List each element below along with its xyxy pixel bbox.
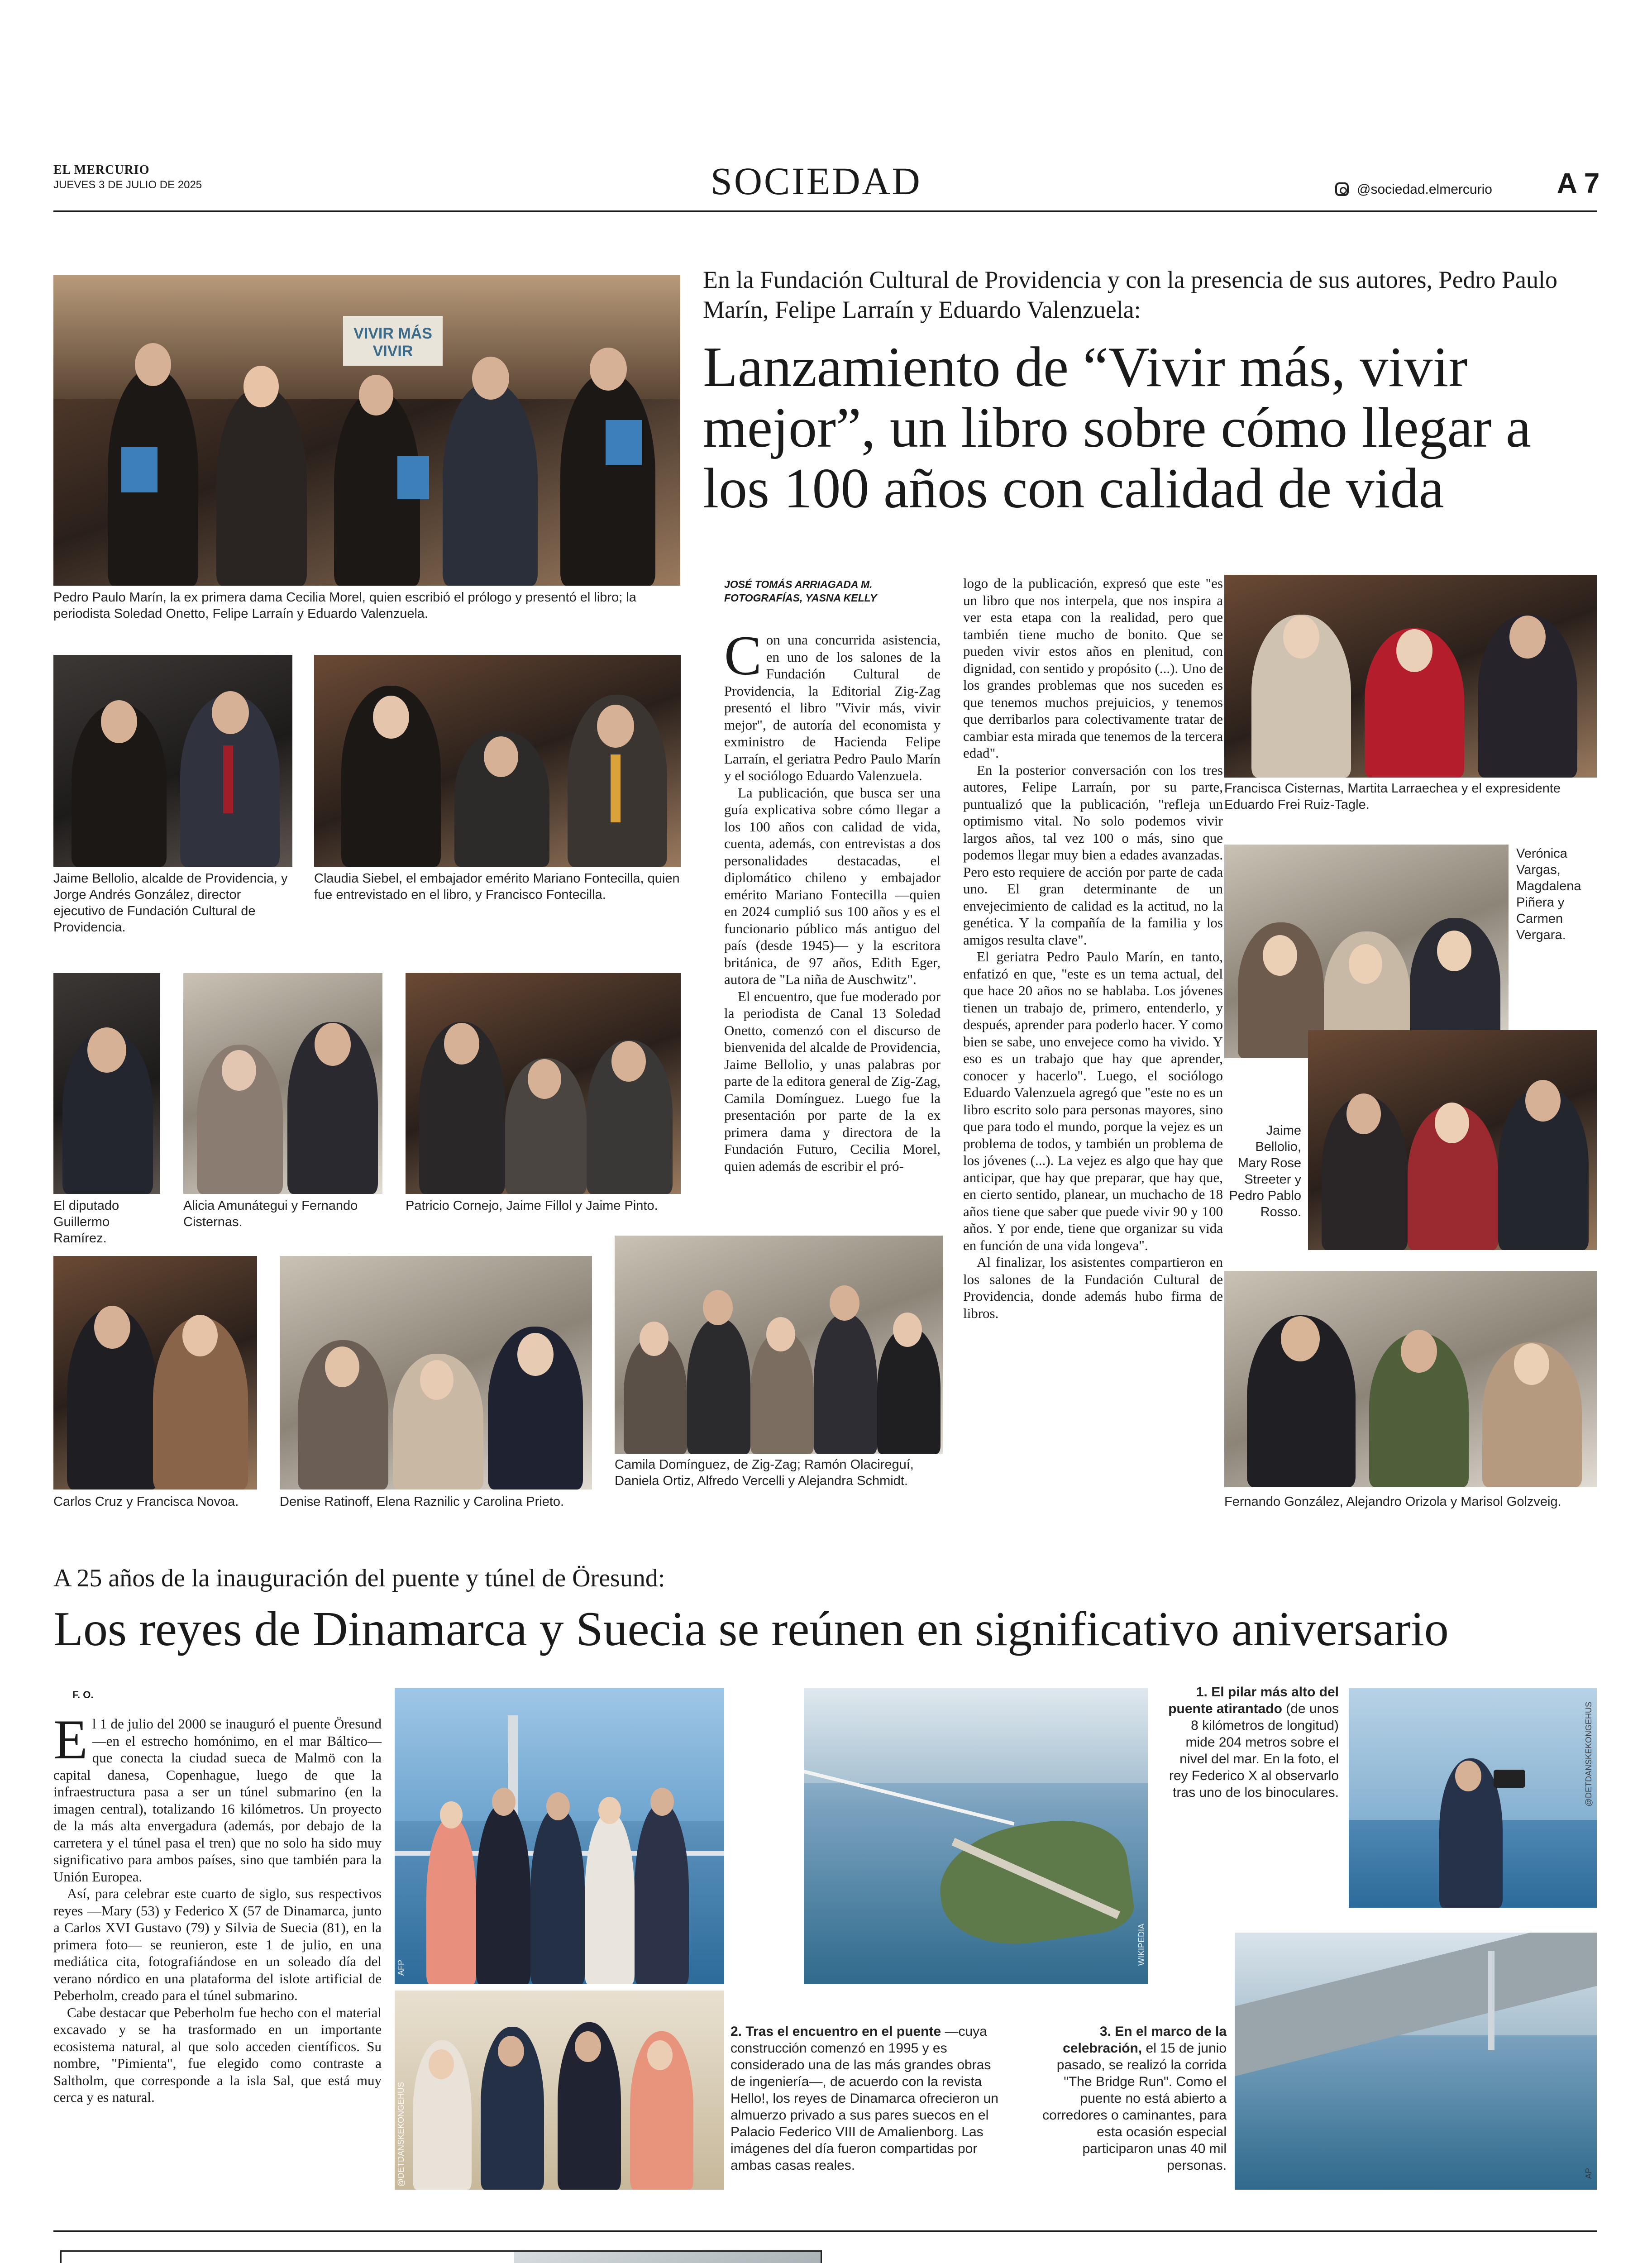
caption1-bold: 1. El pilar más alto del puente atirantado	[1168, 1685, 1339, 1716]
peberholm-island	[932, 1811, 1137, 1954]
caption-amunategui: Alicia Amunátegui y Fernando Cisternas.	[183, 1198, 358, 1229]
caption-vargas: Verónica Vargas, Magdalena Piñera y Carmen Vergara.	[1516, 846, 1581, 942]
caption1-text: (de unos 8 kilómetros de longitud) mide 204 metros sobre el nivel del mar. En la foto, el rey Federico X al observarlo tras uno de los binoculares.	[1169, 1701, 1339, 1800]
photo-siebel	[314, 655, 681, 867]
article1-paragraph: logo de la publicación, expresó que este "es un libro que nos interpela, que nos inspira a ver esta etapa con la realidad, pero que también tiene mucho de bonito. Que se pueden vivir estos años en plenitud, con dignidad, con sentido y propósito (...). Uno de los grandes problemas que nos suceden es que tenemos muchos prejuicios, y tenemos que derribarlos para colectivamente tratar de cambiar esta mirada que tenemos de la tercera edad".	[963, 575, 1223, 761]
photo-rosso	[1308, 1030, 1597, 1250]
caption-gonzalez: Fernando González, Alejandro Orizola y Marisol Golzveig.	[1224, 1494, 1561, 1509]
caption-main: Pedro Paulo Marín, la ex primera dama Cecilia Morel, quien escribió el prólogo y presentó el libro; la periodista Soledad Onetto, Felipe Larraín y Eduardo Valenzuela.	[53, 590, 636, 621]
caption-ramirez: El diputado Guillermo Ramírez.	[53, 1198, 119, 1246]
article1-paragraph: El geriatra Pedro Paulo Marín, en tanto, enfatizó en que, "este es un tema actual, del que hace 20 años no se hablaba. Los jóvenes tienen un trabajo de, primero, entenderlo, y después, aprender para poderlo hacer. Y como bien se sabe, uno envejece como ha vivido. Y eso es un trabajo que hay que aprender, conocer y hacerlo". Luego, el sociólogo Eduardo Valenzuela agregó que "este no es un libro escrito solo para personas mayores, sino que para todo el mundo, porque la vejez es un problema de todos, y también un problema de los jóvenes (...). La vejez es algo que hay que anticipar, que hay que preparar, que hay que, en cierto sentido, planear, un muchacho de 18 años tiene que saber que puede vivir 90 y 100 años. Y por ende, tiene que organizar su vida en función de una vida longeva".	[963, 949, 1223, 1253]
article2-paragraph: l 1 de julio del 2000 se inauguró el puente Öresund —en el estrecho homónimo, en el mar Báltico— que conecta la ciudad sueca de Malmö con la capital danesa, Copenhague, luego de que la infraestructura pasa a ser un túnel submarino (en la imagen central), totalizando 16 kilómetros. Un proyecto de la más alta envergadura (además, por debajo de la carretera y el túnel pasa el tren) que no solo ha sido muy significativo para ambos países, sino que también para la Unión Europea.	[53, 1716, 382, 1885]
photo-aerial-tunnel	[804, 1688, 1148, 1984]
photo-royals-lunch	[395, 1991, 724, 2190]
photo-king-binoculars	[1349, 1688, 1597, 1908]
photo-vargas	[1224, 845, 1509, 1058]
article2-body	[53, 1709, 382, 2106]
credit-kongehus-1: @DETDANSKEKONGEHUS	[1584, 1702, 1593, 1807]
caption-dominguez: Camila Domínguez, de Zig-Zag; Ramón Olacireguí, Daniela Ortiz, Alfredo Vercelli y Alejandra Schmidt.	[615, 1457, 914, 1488]
masthead-date: JUEVES 3 DE JULIO DE 2025	[53, 179, 202, 191]
article2-paragraph: Cabe destacar que Peberholm fue hecho con el material excavado y se ha trasformado en un importante ecosistema natural, al que solo acceden científicos. Su nombre, "Pimienta", fue elegido como contraste a Saltholm, que corresponde a la isla Sal, que está muy cerca y es natural.	[53, 2004, 382, 2105]
photo-royals-bridge	[395, 1688, 724, 1984]
article1-paragraph: En la posterior conversación con los tres autores, Felipe Larraín, por su parte, puntualizó que la publicación, "refleja un optimismo vital. No solo podemos vivir largos años, tal vez 100 o más, sino que podemos llegar muy bien a edades avanzadas. Pero esto requiere de acción por parte de cada uno. El gran determinante de un envejecimiento de calidad es la actitud, no la genética. Y la compañía de la familia y los amigos resulta clave".	[963, 762, 1223, 948]
caption-cruz: Carlos Cruz y Francisca Novoa.	[53, 1494, 239, 1509]
masthead-paper: EL MERCURIO	[53, 163, 150, 177]
header-rule	[53, 210, 1597, 212]
main-event-photo	[53, 275, 680, 586]
photo-ratinoff	[280, 1256, 592, 1490]
article1-paragraph: on una concurrida asistencia, en uno de los salones de la Fundación Cultural de Providencia, la Editorial Zig-Zag presentó el libro "Vivir más, vivir mejor", de autoría del economista y exministro de Hacienda Felipe Larraín, el geriatra Pedro Paulo Marín y el sociólogo Eduardo Valenzuela.	[724, 632, 941, 783]
neohaus-office-image	[514, 2252, 821, 2263]
photo-amunategui	[183, 973, 382, 1194]
article2-byline: F. O.	[72, 1689, 94, 1700]
binoculars-icon	[1494, 1770, 1525, 1788]
photo-cisternas	[1224, 575, 1597, 778]
caption3-bold: 3. En el marco de la celebración,	[1063, 2024, 1227, 2056]
article1-column-2	[963, 575, 1223, 1322]
book-in-hand	[121, 447, 158, 492]
ad-neohaus[interactable]	[60, 2250, 822, 2263]
article1-byline: JOSÉ TOMÁS ARRIAGADA M.	[724, 578, 873, 590]
caption-siebel: Claudia Siebel, el embajador emérito Mariano Fontecilla, quien fue entrevistado en el libro, y Francisco Fontecilla.	[314, 871, 680, 902]
caption-bridge-run	[1036, 2023, 1227, 2174]
caption-royals-lunch	[731, 2023, 1002, 2174]
dropcap: E	[53, 1709, 88, 1771]
article1-photo-credit: FOTOGRAFÍAS, YASNA KELLY	[724, 592, 877, 604]
book-banner: VIVIR MÁS VIVIR	[343, 316, 443, 366]
article2-kicker: A 25 años de la inauguración del puente y túnel de Öresund:	[53, 1564, 665, 1592]
credit-kongehus-2: @DETDANSKEKONGEHUS	[396, 2082, 406, 2187]
article1-kicker: En la Fundación Cultural de Providencia y con la presencia de sus autores, Pedro Paulo Marín, Felipe Larraín y Eduardo Valenzuela:	[703, 266, 1558, 323]
article2-paragraph: Así, para celebrar este cuarto de siglo, sus respectivos reyes —Mary (53) y Federico X (57 de Dinamarca, junto a Carlos XVI Gustavo (79) y Silvia de Suecia (81), en la primera foto— se reunieron, este 1 de julio, en una mediática cita, fotografiándose en un soleado día del verano nórdico en una plataforma del islote artificial de Peberholm, creado para el túnel submarino.	[53, 1886, 382, 2003]
credit-wikipedia: WIKIPEDIA	[1137, 1924, 1146, 1966]
caption-cornejo: Patricio Cornejo, Jaime Fillol y Jaime Pinto.	[406, 1198, 658, 1213]
photo-ramirez	[53, 973, 160, 1194]
photo-cornejo	[406, 973, 681, 1194]
section-title: SOCIEDAD	[711, 159, 922, 203]
credit-ap: AP	[1584, 2168, 1593, 2179]
article1-paragraph: La publicación, que busca ser una guía explicativa sobre cómo llegar a los 100 años con calidad de vida, cuenta, además, con entrevistas a dos personalidades destacadas, el diplomático chileno y embajador emérito Mariano Fontecilla —quien en 2024 cumplió sus 100 años y es el funcionario público más antiguo del país (desde 1945)— y la escritora británica, de 97 años, Edith Eger, autora de "La niña de Auschwitz".	[724, 784, 941, 987]
caption2-text: —cuya construcción comenzó en 1995 y es considerado una de las más grandes obras de ingeniería—, de acuerdo con la revista Hello!, los reyes de Dinamarca ofrecieron un almuerzo privado a sus pares suecos en el Palacio Federico VIII de Amalienborg. Las imágenes del día fueron compartidas por ambas casas reales.	[731, 2024, 998, 2173]
photo-dominguez	[615, 1236, 943, 1454]
caption3-text: el 15 de junio pasado, se realizó la corrida "The Bridge Run". Como el puente no está abierto a corredores o caminantes, para esta ocasión especial participaron unas 40 mil personas.	[1042, 2041, 1227, 2173]
photo-cruz	[53, 1256, 257, 1490]
article1-paragraph: El encuentro, que fue moderado por la periodista de Canal 13 Soledad Onetto, comenzó con el discurso de bienvenida del alcalde de Providencia, Jaime Bellolio, y unas palabras por parte de la editora general de Zig-Zag, Camila Domínguez. Luego fue la presentación por parte de la ex primera dama y directora de la Fundación Futuro, Cecilia Morel, quien además de escribir el pró-	[724, 988, 941, 1174]
dropcap: C	[724, 625, 762, 687]
article1-paragraph: Al finalizar, los asistentes compartieron en los salones de la Fundación Cultural de Providencia, donde además hubo firma de libros.	[963, 1254, 1223, 1321]
ad-divider	[53, 2230, 1597, 2232]
photo-bellolio	[53, 655, 292, 867]
article1-headline: Lanzamiento de “Vivir más, vivir mejor”, un libro sobre cómo llegar a los 100 años con calidad de vida	[703, 336, 1531, 520]
article2-headline: Los reyes de Dinamarca y Suecia se reúnen en significativo aniversario	[53, 1602, 1449, 1656]
photo-gonzalez	[1224, 1271, 1597, 1487]
caption2-bold: 2. Tras el encuentro en el puente	[731, 2024, 941, 2039]
section-social-handle[interactable]: @sociedad.elmercurio	[1357, 182, 1492, 197]
article1-column-1	[724, 625, 941, 1174]
caption-bridge-pylon	[1162, 1684, 1339, 1801]
page-number: A 7	[1557, 168, 1600, 199]
photo-bridge-run	[1235, 1933, 1597, 2190]
instagram-icon	[1335, 182, 1349, 196]
credit-afp: AFP	[396, 1960, 406, 1976]
caption-ratinoff: Denise Ratinoff, Elena Raznilic y Carolina Prieto.	[280, 1494, 564, 1509]
caption-cisternas: Francisca Cisternas, Martita Larraechea y el expresidente Eduardo Frei Ruiz-Tagle.	[1224, 781, 1561, 812]
caption-rosso: Jaime Bellolio, Mary Rose Streeter y Pedro Pablo Rosso.	[1229, 1123, 1301, 1219]
caption-bellolio: Jaime Bellolio, alcalde de Providencia, y Jorge Andrés González, director ejecutivo de Fundación Cultural de Providencia.	[53, 871, 288, 935]
